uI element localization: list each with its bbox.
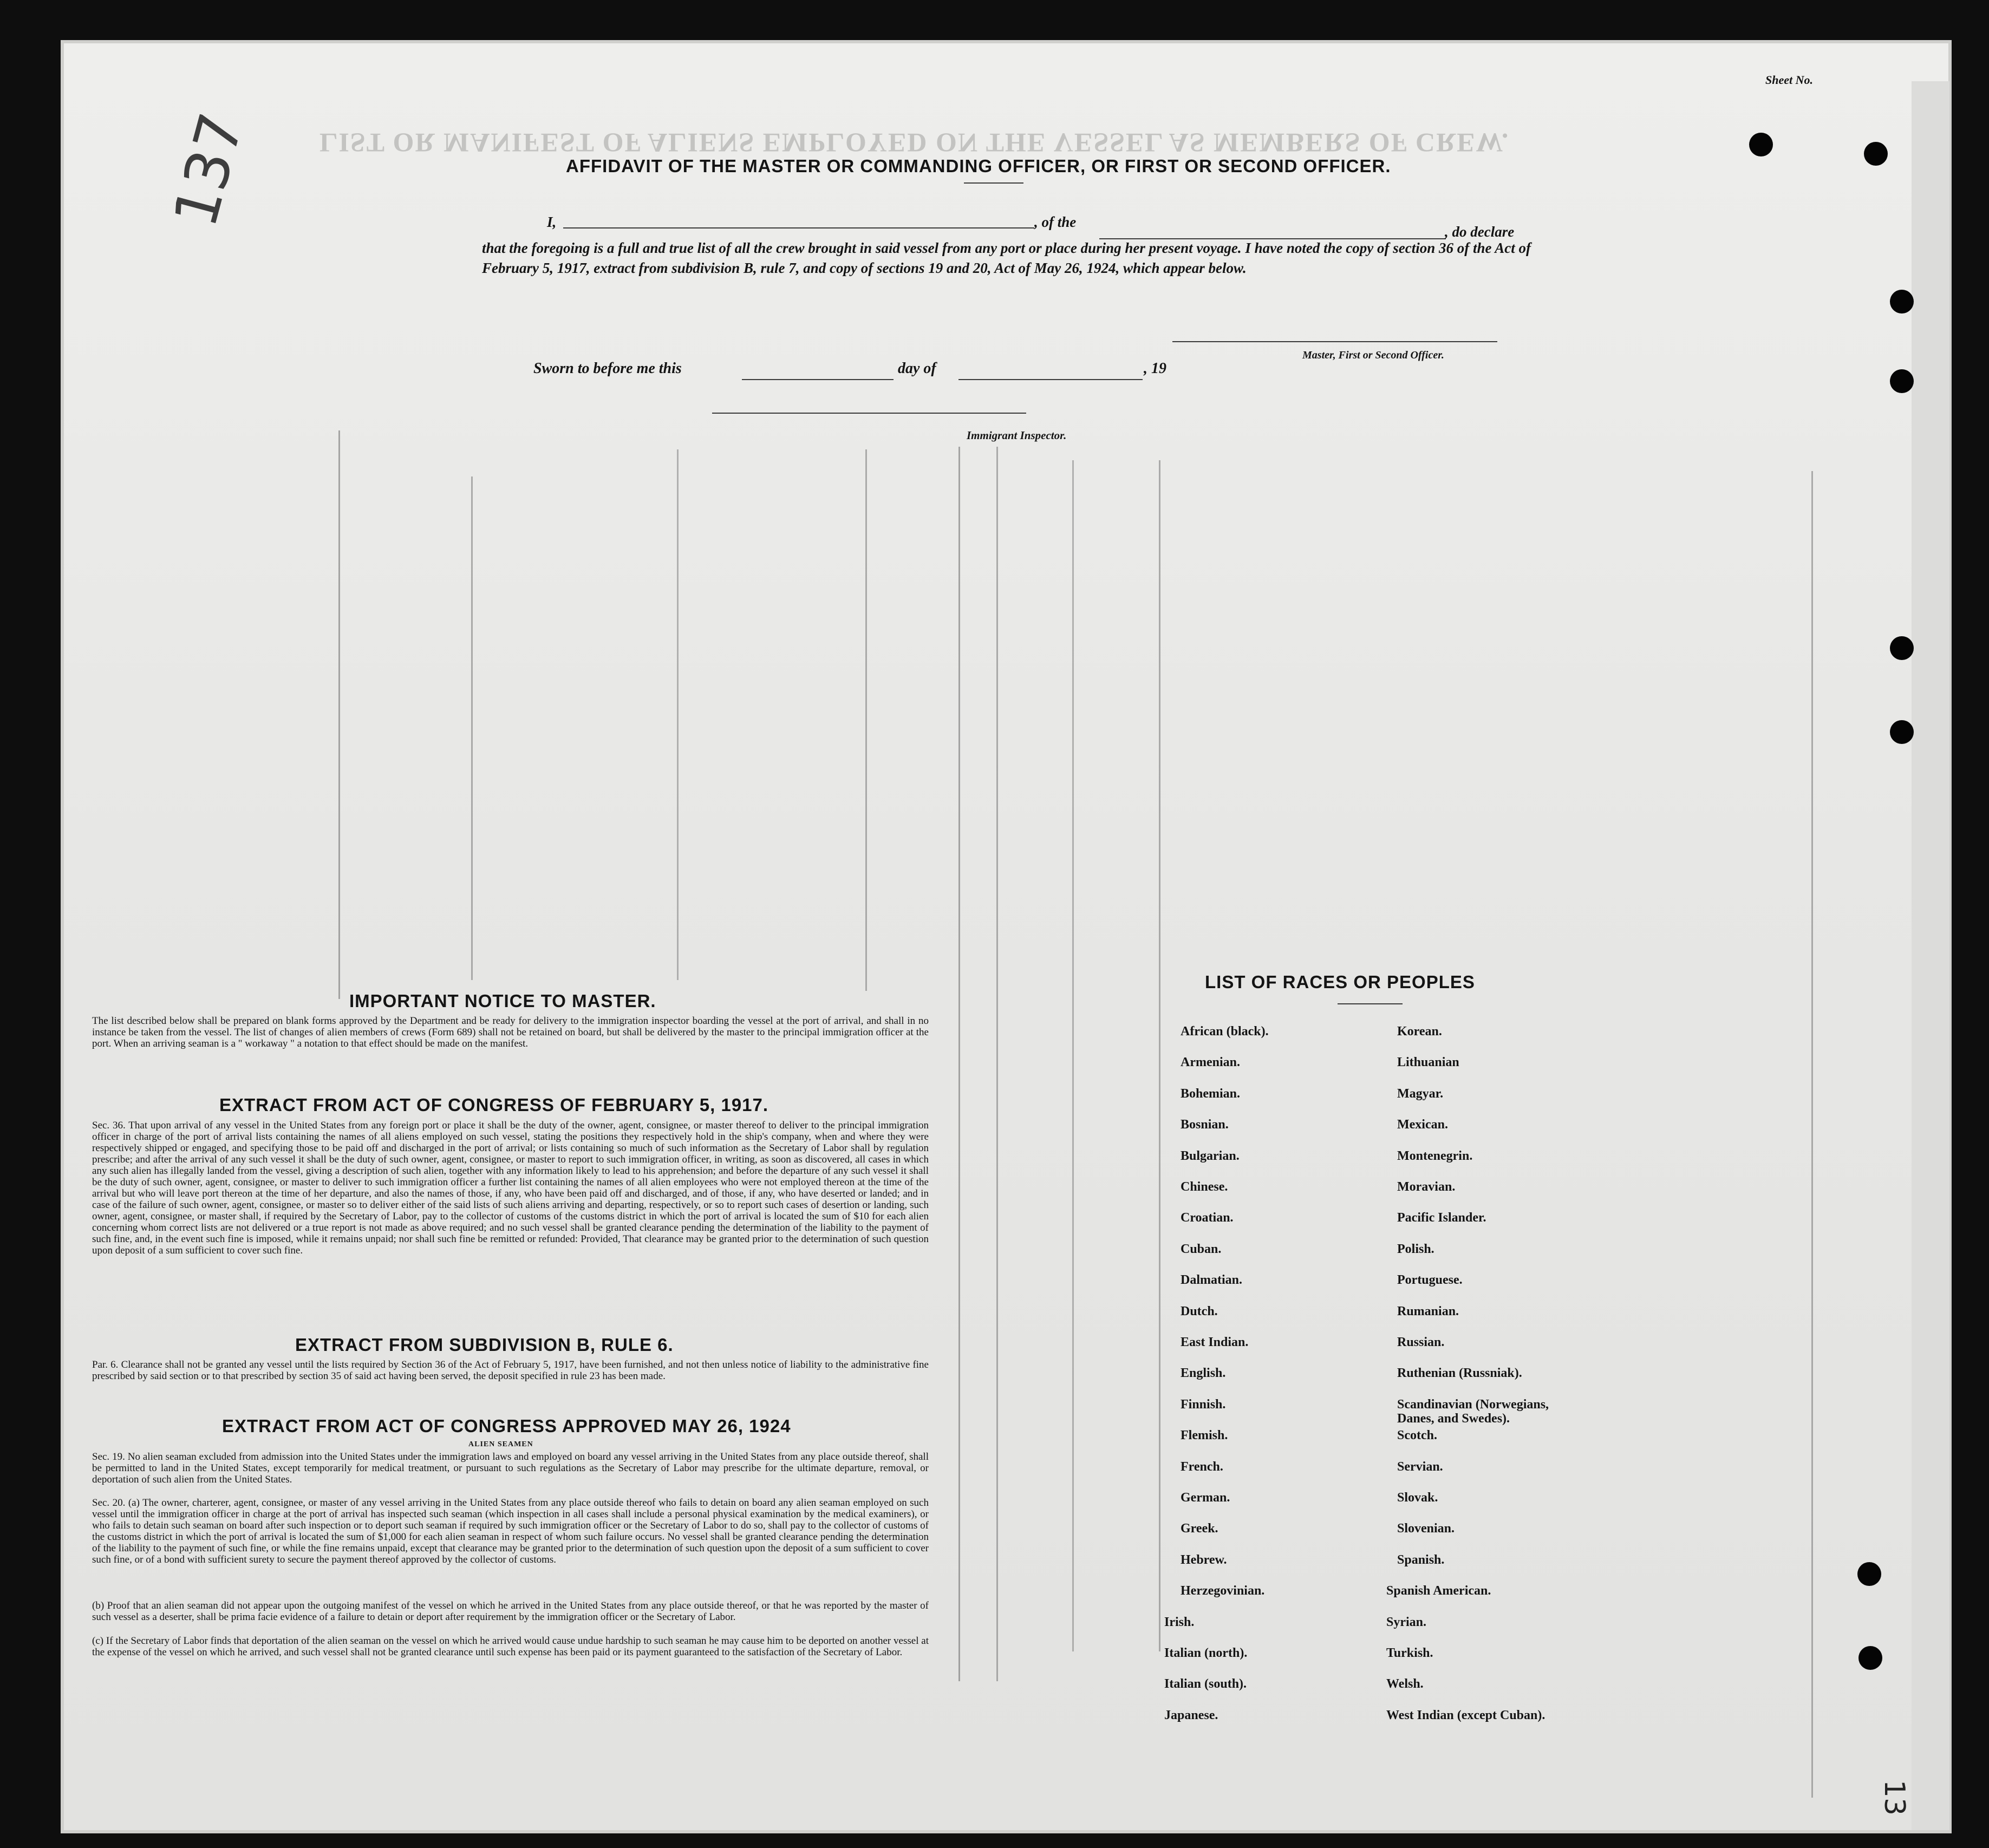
punch-hole <box>1864 142 1888 166</box>
extract-rule6-title: EXTRACT FROM SUBDIVISION B, RULE 6. <box>295 1335 674 1355</box>
margin-page-number: 13 <box>1878 1779 1911 1816</box>
sheet-number-label: Sheet No. <box>1765 73 1813 87</box>
race-item: Lithuanian <box>1397 1055 1459 1069</box>
race-item: Turkish. <box>1386 1646 1433 1660</box>
sworn-prefix: Sworn to before me this <box>533 360 682 377</box>
race-item: Bulgarian. <box>1181 1149 1240 1163</box>
race-item: Italian (south). <box>1164 1677 1247 1691</box>
column-rule <box>677 449 679 980</box>
affidavit-of-the: , of the <box>1034 214 1077 230</box>
race-item: West Indian (except Cuban). <box>1386 1708 1545 1722</box>
race-item: Armenian. <box>1181 1055 1240 1069</box>
section-20c-text: (c) If the Secretary of Labor finds that deportation of the alien seaman on the vessel on which he arrived would cause undue hardship to such seaman he may cause him to be deported on another vessel at the expense of the vessel on which he arrived, and such vessel shall not be granted clearance until such expense has been paid or its payment guaranteed to the satisfaction of the Secretary of Labor. <box>92 1635 929 1658</box>
extract-1917-title: EXTRACT FROM ACT OF CONGRESS OF FEBRUARY 5, 1917. <box>219 1095 769 1115</box>
notice-title: IMPORTANT NOTICE TO MASTER. <box>349 991 656 1011</box>
sworn-day-of: day of <box>898 360 936 377</box>
race-item: Polish. <box>1397 1242 1434 1256</box>
race-item: Cuban. <box>1181 1242 1222 1256</box>
inspector-line <box>712 413 1026 414</box>
extract-1924-title: EXTRACT FROM ACT OF CONGRESS APPROVED MAY 26, 1924 <box>222 1416 791 1436</box>
race-item: Scotch. <box>1397 1428 1437 1442</box>
race-item: Greek. <box>1181 1522 1218 1536</box>
race-item: Rumanian. <box>1397 1304 1459 1318</box>
extract-rule6-text: Par. 6. Clearance shall not be granted any vessel until the lists required by Section 36 of the Act of February 5, 1917, have been furnished, and not then unless notice of liability to the administrative fine prescribed by said section or to that prescribed by section 35 of said act having been served, the deposit specified in rule 23 has been made. <box>92 1359 929 1382</box>
race-item: Magyar. <box>1397 1087 1444 1101</box>
affidavit-body: that the foregoing is a full and true list of all the crew brought in said vessel from any port or place during her present voyage. I have noted the copy of section 36 of the Act of February 5, 1917, extract from subdivision B, rule 7, and copy of sections 19 and 20, Act of May 26, 1924, which appear below. <box>482 240 1531 276</box>
race-item: Russian. <box>1397 1335 1445 1349</box>
sworn-day-line <box>742 379 894 380</box>
column-rule <box>996 447 998 1681</box>
race-item: Montenegrin. <box>1397 1149 1473 1163</box>
race-item: Dutch. <box>1181 1304 1218 1318</box>
race-item: Servian. <box>1397 1460 1443 1474</box>
column-rule <box>1072 460 1074 1651</box>
sworn-year: , 19 <box>1144 360 1166 377</box>
punch-hole <box>1749 133 1773 156</box>
signature-caption: Master, First or Second Officer. <box>1302 349 1444 361</box>
punch-hole <box>1890 290 1914 314</box>
column-rule <box>338 430 340 999</box>
race-item: Bohemian. <box>1181 1087 1241 1101</box>
sheet-edge <box>1912 81 1949 1830</box>
extract-1924-subtitle: ALIEN SEAMEN <box>468 1440 533 1448</box>
punch-hole <box>1858 1646 1882 1670</box>
punch-hole <box>1890 720 1914 744</box>
race-item: Italian (north). <box>1164 1646 1248 1660</box>
race-item: English. <box>1181 1366 1226 1380</box>
section-20b-text: (b) Proof that an alien seaman did not appear upon the outgoing manifest of the vessel on which he arrived in the United States from any place outside thereof, or that he was reported by the master of such vessel as a deserter, shall be prima facie evidence of a failure to detain or deport after requirement by the immigration officer or the Secretary of Labor. <box>92 1600 929 1623</box>
race-item: Chinese. <box>1181 1180 1228 1194</box>
column-rule <box>1159 460 1160 1651</box>
race-item: Spanish. <box>1397 1553 1445 1567</box>
race-item: African (black). <box>1181 1024 1269 1039</box>
race-item: East Indian. <box>1181 1335 1249 1349</box>
section-19-text: Sec. 19. No alien seaman excluded from admission into the United States under the immigration laws and employed on board any vessel arriving in the United States from any place outside thereof, shall be permitted to land in the United States, except temporarily for medical treatment, or pursuant to such regulations as the Secretary of Labor may prescribe for the ultimate departure, removal, or deportation of such alien from the United States. <box>92 1451 929 1485</box>
race-item: Scandinavian (Norwegians, Danes, and Swedes). <box>1397 1398 1549 1426</box>
race-item: Croatian. <box>1181 1211 1234 1225</box>
punch-hole <box>1857 1562 1881 1586</box>
column-rule <box>865 449 867 991</box>
race-item: Bosnian. <box>1181 1118 1229 1132</box>
race-item: Mexican. <box>1397 1118 1448 1132</box>
race-item: Herzegovinian. <box>1181 1584 1265 1598</box>
race-item: Finnish. <box>1181 1398 1226 1412</box>
notice-text: The list described below shall be prepared on blank forms approved by the Department and be ready for delivery to the immigration inspector boarding the vessel at the port of arrival, and shall in no instance be taken from the vessel. The list of changes of alien members of crews (Form 689) shall not be retained on board, but shall be delivered by the master to the principal immigration officer at the port. When an arriving seaman is a " workaway " a notation to that effect should be made on the manifest. <box>92 1015 929 1049</box>
race-item: Moravian. <box>1397 1180 1456 1194</box>
race-item: Dalmatian. <box>1181 1273 1242 1287</box>
race-item: Ruthenian (Russniak). <box>1397 1366 1522 1380</box>
affidavit-declare: , do declare <box>1445 224 1515 240</box>
inspector-caption: Immigrant Inspector. <box>967 429 1067 442</box>
divider <box>964 182 1023 184</box>
race-item: Slovak. <box>1397 1491 1438 1505</box>
race-item: Pacific Islander. <box>1397 1211 1486 1225</box>
sworn-month-line <box>958 379 1143 380</box>
race-item: Spanish American. <box>1386 1584 1491 1598</box>
race-item: German. <box>1181 1491 1230 1505</box>
bleed-through-title: LIST OR MANIFEST OF ALIENS EMPLOYED ON THE VESSEL AS MEMBERS OF CREW. <box>319 128 1510 158</box>
race-item: Welsh. <box>1386 1677 1424 1691</box>
race-item: French. <box>1181 1460 1223 1474</box>
divider <box>1338 1003 1403 1004</box>
extract-1917-text: Sec. 36. That upon arrival of any vessel in the United States from any foreign port or place it shall be the duty of the owner, agent, consignee, or master thereof to deliver to the principal immigration officer in charge of the port of arrival lists containing the names of all aliens employed on such vessel, stating the positions they respectively hold in the ship's company, when and where they were respectively shipped or engaged, and specifying those to be paid off and discharged in the port of arrival; or lists containing so much of such information as the Secretary of Labor shall by regulation prescribe; and after the arrival of any such vessel it shall be the duty of such owner, agent, consignee, or master to report to such immigration officer, in writing, as soon as discovered, all cases in which any such alien has illegally landed from the vessel, giving a description of such alien, together with any information likely to lead to his apprehension; and before the departure of any such vessel it shall be the duty of such owner, agent, consignee, or master to deliver to such immigration officer a further list containing the names of all alien employees who were not employed thereon at the time of the arrival but who will leave port thereon at the time of her departure, and also the names of those, if any, who have been paid off and discharged, and of those, if any, who have deserted or landed; and in case of the failure of such owner, agent, consignee, or master so to deliver either of the said lists of such aliens arriving and departing, respectively, or so to report such cases of desertion or landing, such owner, agent, consignee, or master shall, if required by the Secretary of Labor, pay to the collector of customs of the customs district in which the port of arrival is located the sum of $10 for each alien concerning whom correct lists are not delivered or a true report is not made as above required; and no such vessel shall be granted clearance pending the determination of the liability to the payment of such fine, and, in the event such fine is imposed, while it remains unpaid; nor shall such fine be remitted or refunded: Provided, That clearance may be granted prior to the determination of such question upon deposit of a sum sufficient to cover such fine. <box>92 1120 929 1256</box>
race-item: Syrian. <box>1386 1615 1427 1629</box>
race-item: Irish. <box>1164 1615 1195 1629</box>
name-field-line <box>563 227 1034 228</box>
race-item: Japanese. <box>1164 1708 1218 1722</box>
section-20a-text: Sec. 20. (a) The owner, charterer, agent, consignee, or master of any vessel arriving in the United States from any place outside thereof who fails to detain on board any alien seaman employed on such vessel until the immigration officer in charge at the port of arrival has inspected such seaman (which inspection in all cases shall include a personal physical examination by the medical examiners), or who fails to detain such seaman on board after such inspection or to deport such seaman if required by such immigration officer or the Secretary of Labor to do so, shall pay to the collector of customs of the customs district in which the port of arrival is located the sum of $1,000 for each alien seaman in respect of whom such failure occurs. No vessel shall be granted clearance pending the determination of the liability to the payment of such fine, or while the fine remains unpaid, except that clearance may be granted prior to the determination of such question upon the deposit of a sum sufficient to cover such fine, or of a bond with sufficient surety to secure the payment thereof approved by the collector of customs. <box>92 1497 929 1565</box>
race-item: Korean. <box>1397 1024 1442 1039</box>
column-rule <box>1811 471 1813 1798</box>
race-item: Hebrew. <box>1181 1553 1227 1567</box>
handwritten-page-number: 137 <box>160 106 257 234</box>
race-item: Slovenian. <box>1397 1522 1455 1536</box>
column-rule <box>471 476 473 980</box>
affidavit-title: AFFIDAVIT OF THE MASTER OR COMMANDING OFFICER, OR FIRST OR SECOND OFFICER. <box>566 156 1391 176</box>
column-rule <box>958 447 960 1681</box>
race-item: Flemish. <box>1181 1428 1228 1442</box>
race-item: Portuguese. <box>1397 1273 1463 1287</box>
races-title: LIST OF RACES OR PEOPLES <box>1205 972 1475 992</box>
punch-hole <box>1890 636 1914 660</box>
punch-hole <box>1890 369 1914 393</box>
signature-line <box>1172 341 1497 342</box>
affidavit-i: I, <box>547 214 557 230</box>
